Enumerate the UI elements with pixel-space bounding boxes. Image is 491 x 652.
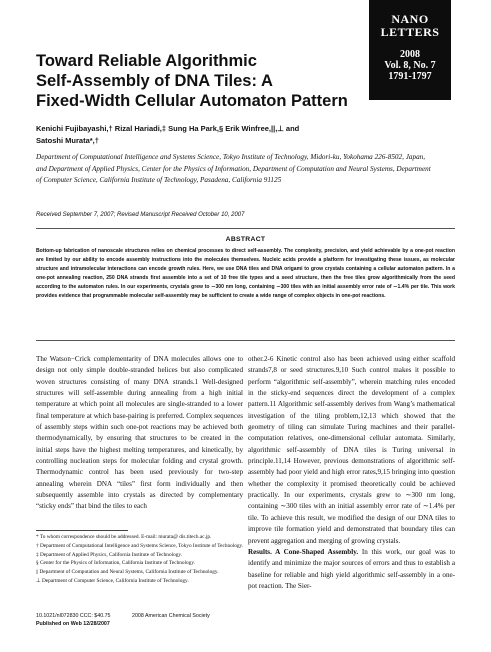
body-paragraph: other.2-6 Kinetic control also has been achieved using either scaffold strands7,8 or seed structures.9,10 Such control makes it possible to perform “algorithmic self-assembly”, wherein matching rules encoded in the sticky-end sequences direct the development of a complex pattern.11 Algorithmic self-assembly derives from Wang’s mathematical investigation of the tiling problem,12,13 which showed that the geometry of tiling can simulate Turing machines and their parallel-computation relatives, one-dimensional cellular automata. Similarly, algorithmic self-assembly of DNA tiles is Turing universal in principle.11,14 However, previous demonstrations of algorithmic self-assembly had poor yield and high error rates,9,15 bringing into question whether the complexity it promised theoretically could be achieved practically. In our experiments, crystals grew to ∼300 nm long, containing ∼300 tiles with an initial assembly error rate of ∼1.4% per tile. To achieve this result, we modified the design of our DNA tiles to improve tile formation yield and demonstrated that boundary tiles can prevent aggregation and merging of growing crystals. (248, 355, 455, 545)
author-list: Kenichi Fujibayashi,† Rizal Hariadi,‡ Sung Ha Park,§ Erik Winfree,||,⊥ and Satoshi Murata*,† (36, 124, 300, 145)
journal-volume: Vol. 8, No. 7 (384, 60, 436, 71)
footnote-item: ⊥ Department of Computer Science, California Institute of Technology. (36, 577, 189, 584)
section-run-head: Results. A Cone-Shaped Assembly. (248, 547, 359, 556)
abstract-text: Bottom-up fabrication of nanoscale structures relies on chemical processes to direct self-assembly. The complexity, precision, and yield achievable by a one-pot reaction are limited by our ability to encode assembly instructions into the molecules themselves. Nucleic acids provide a platform for investigating these issues, as molecular structure and intramolecular interactions can encode growth rules. Here, we use DNA tiles and DNA origami to grow crystals containing a cellular automaton pattern. In a one-pot annealing reaction, 250 DNA strands first assemble into a set of 10 free tile types and a seed structure, then the free tiles grow algorithmically from the seed according to the automaton rules. In our experiments, crystals grew to ∼300 nm long, containing ∼300 tiles with an initial assembly error rate of ∼1.4% per tile. This work provides evidence that programmable molecular self-assembly may be sufficient to create a wide range of complex objects in one-pot reactions. (36, 248, 455, 299)
footnote-item: || Department of Computation and Neural Systems, California Institute of Technology. (36, 569, 219, 576)
footnotes (36, 534, 244, 587)
results-text: In this work, our goal was to identify and minimize the major sources of errors and thus to establish a baseline for reliable and high yield algorithmic self-assembly in a one-pot reaction. The Sier- (248, 547, 455, 590)
journal-issue-info (369, 49, 451, 82)
article-title: Toward Reliable Algorithmic Self-Assembly of DNA Tiles: A Fixed-Width Cellular Automaton Pattern (36, 52, 348, 110)
journal-badge (369, 0, 451, 100)
footnote-rule (36, 530, 128, 531)
body-left-column: The Watson−Crick complementarity of DNA molecules allows one to design not only simple double-stranded helices but also complicated woven structures consisting of many DNA strands.1 Well-designed structures will self-assemble during annealing from a high initial temperature at which point all molecules are single-stranded to a lower final temperature at which base-pairing is preferred. Complex sequences of assembly steps within such one-pot reactions may be achieved both thermodynamically, by ensuring that structures to be created in the initial steps have the highest melting temperatures, and kinetically, by controlling nucleation steps for molecular folding and crystal growth. Thermodynamic control has been used previously for two-step annealing wherein DNA “tiles” first form individually and then subsequently assemble into crystals as directed by complementary “sticky ends” that bind the tiles to each (36, 355, 243, 511)
page-footer (36, 612, 266, 628)
published-date: Published on Web 12/28/2007 (36, 621, 110, 627)
footnote-item: * To whom correspondence should be addressed. E-mail: murata@ dis.titech.ac.jp. (36, 534, 212, 540)
doi-text: 10.1021/nl072830 CCC: $40.75 (36, 613, 111, 619)
affiliation-text: Department of Computational Intelligence and Systems Science, Tokyo Institute of Technology, Midori-ku, Yokohama 226-8502, Japan, and Department of Applied Physics, Center for the Physics of Information, Department of Computation and Neural Systems, Department of Computer Science, California Institute of Technology, Pasadena, California 91125 (36, 153, 431, 185)
copyright-text: 2008 American Chemical Society (132, 613, 210, 619)
journal-year: 2008 (400, 49, 420, 60)
journal-name: NANO LETTERS (380, 12, 440, 39)
received-dates: Received September 7, 2007; Revised Manuscript Received October 10, 2007 (36, 212, 245, 218)
journal-pages: 1791-1797 (388, 71, 432, 82)
abstract-heading: ABSTRACT (225, 236, 266, 243)
abstract-bottom-rule (36, 340, 455, 341)
results-paragraph (248, 547, 455, 592)
footnote-item: § Center for the Physics of Information, California Institute of Technology. (36, 560, 195, 567)
footnote-item: † Department of Computational Intelligence and Systems Science, Tokyo Institute of Technology. (36, 542, 244, 549)
footnote-item: ‡ Department of Applied Physics, California Institute of Technology. (36, 551, 183, 558)
body-right-column (248, 354, 455, 592)
abstract-top-rule (36, 228, 455, 229)
